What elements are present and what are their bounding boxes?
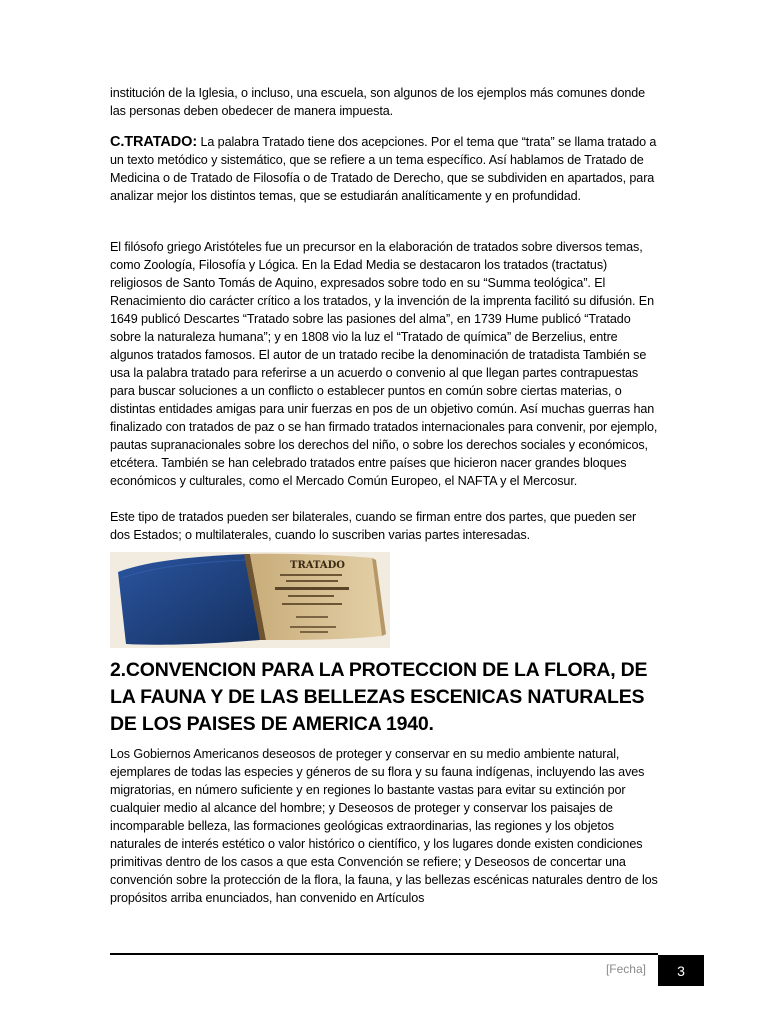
paragraph-filosofo: [110, 238, 658, 490]
footer-rule: [110, 953, 658, 955]
paragraph-intro-text: institución de la Iglesia, o incluso, una escuela, son algunos de los ejemplos más comunes donde las personas deben obedecer de manera impuesta.: [110, 86, 646, 118]
footer-date: [Fecha]: [605, 962, 646, 976]
section-heading-convencion: 2.CONVENCION PARA LA PROTECCION DE LA FLORA, DE LA FAUNA Y DE LAS BELLEZAS ESCENICAS NATURALES DE LOS PAISES DE AMERICA 1940.: [110, 659, 648, 735]
book-illustration: [110, 552, 390, 648]
page-number-badge: [658, 955, 704, 986]
old-book-photo: [110, 552, 390, 648]
book-title-text: TRATADO: [290, 560, 345, 571]
paragraph-tipos-text: Este tipo de tratados pueden ser bilaterales, cuando se firman entre dos partes, que pueden ser dos Estados; o multilaterales, cuando lo suscriben varias partes interesadas.: [110, 510, 637, 542]
paragraph-tratado-text: [110, 133, 658, 205]
page-number: 3: [677, 962, 685, 979]
paragraph-intro: [110, 84, 658, 120]
tratado-body: La palabra Tratado tiene dos acepciones. Por el tema que “trata” se llama tratado a un texto metódico y sistemático, que se refiere a un tema específico. Así hablamos de Tratado de Medicina o de Tratado de Filosofía o de Tratado de Derecho, que se subdividen en apartados, para analizar mejor los distintos temas, que se estudiarán analíticamente y en profundidad.: [110, 135, 657, 203]
paragraph-tipos: [110, 508, 658, 544]
paragraph-tratado: [110, 133, 658, 205]
section-label-tratado: C.TRATADO:: [110, 134, 198, 150]
paragraph-gobiernos-text: Los Gobiernos Americanos deseosos de proteger y conservar en su medio ambiente natural, ejemplares de todas las especies y géneros de su flora y su fauna indígenas, incluyendo las aves migratorias, en número suficiente y en regiones lo bastante vastas para evitar su extinción por cualquier medio al alcance del hombre; y Deseosos de proteger y conservar los paisajes de incomparable belleza, las formaciones geológicas extraordinarias, las regiones y los objetos naturales de interés estético o valor histórico o científico, y los lugares donde existen condiciones primitivas dentro de los casos a que esta Convención se refiere; y Deseosos de concertar una convención sobre la protección de la flora, la fauna, y las bellezas escénicas naturales dentro de los propósitos arriba enunciados, han convenido en Artículos: [110, 747, 658, 905]
paragraph-filosofo-text: El filósofo griego Aristóteles fue un precursor en la elaboración de tratados sobre diversos temas, como Zoología, Filosofía y Lógica. En la Edad Media se destacaron los tratados (tractatus) religiosos de Santo Tomás de Aquino, expresados sobre todo en su “Summa teológica”. El Renacimiento dio carácter crítico a los tratados, y la invención de la imprenta facilitó su difusión. En 1649 publicó Descartes “Tratado sobre las pasiones del alma”, en 1739 Hume publicó “Tratado sobre la naturaleza humana”; y en 1808 vio la luz el “Tratado de química” de Berzelius, entre algunos tratados famosos. El autor de un tratado recibe la denominación de tratadista También se usa la palabra tratado para referirse a un acuerdo o convenio al que llegan partes contrapuestas para buscar soluciones a un conflicto o establecer puntos en común sobre ciertas materias, o distintas entidades amigas para unir fuerzas en pos de un objetivo común. Así muchas guerras han finalizado con tratados de paz o se han firmado tratados internacionales para convenir, por ejemplo, pautas supranacionales sobre los derechos del niño, o sobre los derechos sociales y económicos, etcétera. También se han celebrado tratados entre países que hicieron nacer grandes bloques económicos y culturales, como el Mercado Común Europeo, el NAFTA y el Mercosur.: [110, 240, 658, 488]
paragraph-gobiernos: [110, 745, 658, 907]
